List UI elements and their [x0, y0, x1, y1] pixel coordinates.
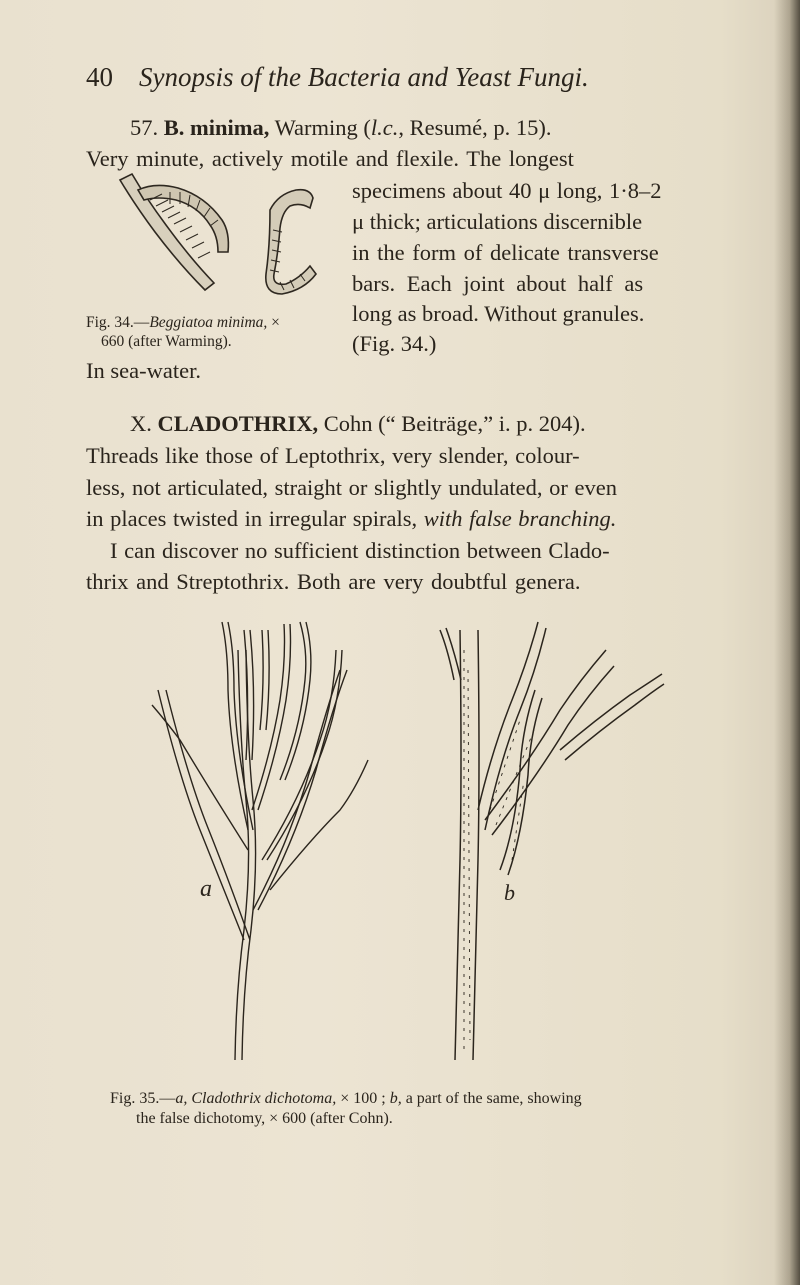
page-edge-shadow: [774, 0, 800, 1285]
species-number: 57.: [130, 115, 159, 140]
species-ref: l.c.: [370, 115, 399, 140]
species-desc-line-4: in the form of delicate transverse: [352, 240, 659, 265]
fig34-caption-name: Beggiatoa minima,: [149, 314, 268, 331]
figure-35-caption: [110, 1089, 582, 1129]
species-desc-line-5: bars. Each joint about half as: [352, 271, 644, 296]
running-title: Synopsis of the Bacteria and Yeast Fungi.: [139, 62, 589, 92]
species-name: B. minima,: [163, 115, 270, 140]
fig35-caption-line2: the false dichotomy, × 600 (after Cohn).: [136, 1110, 393, 1127]
species-desc-line-2: specimens about 40 μ long, 1·8–2: [352, 178, 662, 203]
fig34-caption-line2: 660 (after Warming).: [101, 333, 232, 350]
fig35-caption-name: Cladothrix dichotoma,: [191, 1090, 337, 1107]
figure-34-caption: [86, 313, 280, 351]
figure-35-label-a: a: [200, 876, 212, 902]
species-authority: Warming (: [274, 115, 371, 140]
genus-desc-line-3-text: in places twisted in irregular spirals,: [86, 506, 424, 531]
species-desc-line-1: Very minute, actively motile and flexile. The longest: [86, 146, 574, 171]
species-habitat: In sea-water.: [86, 358, 201, 383]
figure-35-illustration: [140, 610, 700, 1080]
genus-note-line-2: thrix and Streptothrix. Both are very doubtful genera.: [86, 569, 581, 594]
fig34-caption-suffix: ×: [267, 314, 280, 331]
figure-35a-filaments: [152, 622, 368, 1060]
genus-name: CLADOTHRIX,: [157, 411, 319, 436]
fig35-caption-tail: a part of the same, showing: [401, 1090, 582, 1107]
genus-note-line-1: I can discover no sufficient distinction between Clado-: [110, 538, 610, 563]
species-desc-line-6: long as broad. Without granules.: [352, 301, 645, 326]
species-ref-tail: , Resumé, p. 15).: [398, 115, 552, 140]
genus-desc-line-2: less, not articulated, straight or slightly undulated, or even: [86, 475, 618, 500]
species-fig-ref: (Fig. 34.): [352, 331, 437, 356]
fig35-caption-b: b,: [389, 1090, 402, 1107]
species-desc-line-3: μ thick; articulations discernible: [352, 209, 643, 234]
running-header: [86, 62, 696, 93]
figure-34-illustration: [110, 170, 350, 315]
fig35-caption-prefix: Fig. 35.—: [110, 1090, 176, 1107]
genus-desc-line-1: Threads like those of Leptothrix, very slender, colour-: [86, 443, 580, 468]
page-number: 40: [86, 62, 113, 92]
figure-35b-filaments: [440, 622, 664, 1060]
genus-heading: [130, 410, 586, 439]
genus-number: X.: [130, 411, 152, 436]
species-heading: [130, 114, 552, 143]
fig34-caption-prefix: Fig. 34.—: [86, 314, 150, 331]
genus-ref: Cohn (“ Beiträge,” i. p. 204).: [323, 411, 586, 436]
genus-desc-line-3: [86, 505, 616, 534]
figure-35-label-b: b: [504, 880, 515, 905]
fig35-caption-a: a,: [175, 1090, 188, 1107]
fig35-caption-mid: × 100 ;: [336, 1090, 390, 1107]
genus-desc-emph: with false branching.: [423, 506, 617, 531]
